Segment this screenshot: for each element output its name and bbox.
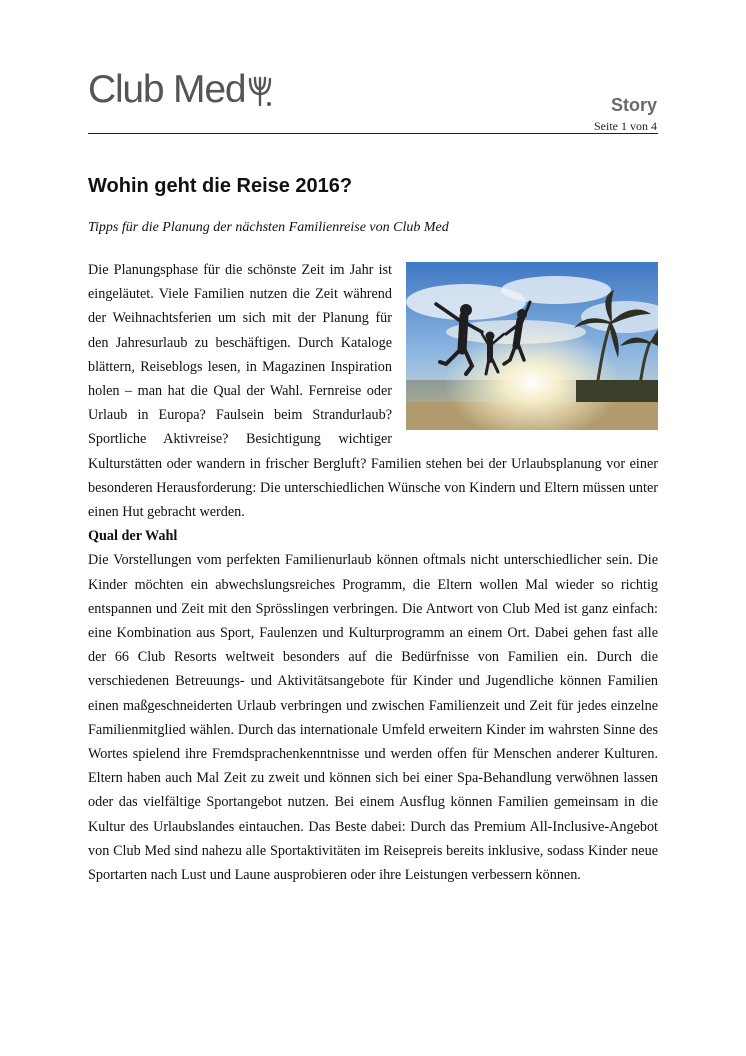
page-number: Seite 1 von 4: [594, 119, 657, 133]
section-heading: Qual der Wahl: [88, 528, 178, 545]
beach-family-photo: [406, 262, 658, 430]
logo-text: Club Med: [88, 68, 246, 111]
intro-paragraph: Die Planungsphase für die schönste Zeit im Jahr ist eingeläutet. Viele Familien nutzen die Zeit während der Weihnachtsferien um sich mit der Planung für den Jahresurlaub zu beschäftigen. Durch Kataloge blättern, Reiseblogs lesen, in Magazinen Inspiration holen – man hat die Qual der Wahl. Fernreise oder Urlaub in Europa? Faulsein beim Strandurlaub? Sportliche Aktivreise? Besichtigung wichtiger Kulturstätten oder wandern in frischer Bergluft? Familien stehen bei der Urlaubsplanung vor einer besonderen Herausforderung: Die unterschiedlichen Wünsche von Kindern und Eltern müssen unter einen Hut gebracht werden.: [88, 262, 658, 521]
club-med-logo: [88, 70, 273, 115]
trident-icon: [247, 74, 273, 115]
header-divider: [88, 133, 658, 134]
article-subtitle: Tipps für die Planung der nächsten Familienreise von Club Med: [88, 220, 449, 235]
article-body: [88, 258, 658, 887]
article-title: Wohin geht die Reise 2016?: [88, 175, 353, 197]
section-paragraph: Die Vorstellungen vom perfekten Familienurlaub können oftmals nicht unterschiedlicher sein. Die Kinder möchten ein abwechslungsreiches Programm, die Eltern wollen Mal wieder so richtig entspannen und Zeit mit den Sprösslingen verbringen. Die Antwort von Club Med ist ganz einfach: eine Kombination aus Sport, Faulenzen und Kulturprogramm an einem Ort. Dabei gehen fast alle der 66 Club Resorts weltweit besonders auf die Bedürfnisse von Familien ein. Durch die verschiedenen Betreuungs- und Aktivitätsangebote für Kinder und Jugendliche können Familien einen maßgeschneiderten Urlaub verbringen und zwischen Familienzeit und Zeit für jedes einzelne Familienmitglied wählen. Durch das internationale Umfeld erweitern Kinder im wahrsten Sinne des Wortes spielend ihre Fremdsprachenkenntnisse und werden offen für Menschen anderer Kulturen. Eltern haben auch Mal Zeit zu zweit und können sich bei einer Spa-Behandlung verwöhnen lassen oder das vielfältige Sportangebot nutzen. Bei einem Ausflug können Familien gemeinsam in die Kultur des Urlaubslandes eintauchen. Das Beste dabei: Durch das Premium All-Inclusive-Angebot von Club Med sind nahezu alle Sportaktivitäten im Reisepreis bereits inklusive, sodass Kinder neue Sportarten nach Lust und Laune ausprobieren oder ihre Leistungen verbessern können.: [88, 552, 658, 884]
document-type-label: Story: [610, 95, 657, 115]
